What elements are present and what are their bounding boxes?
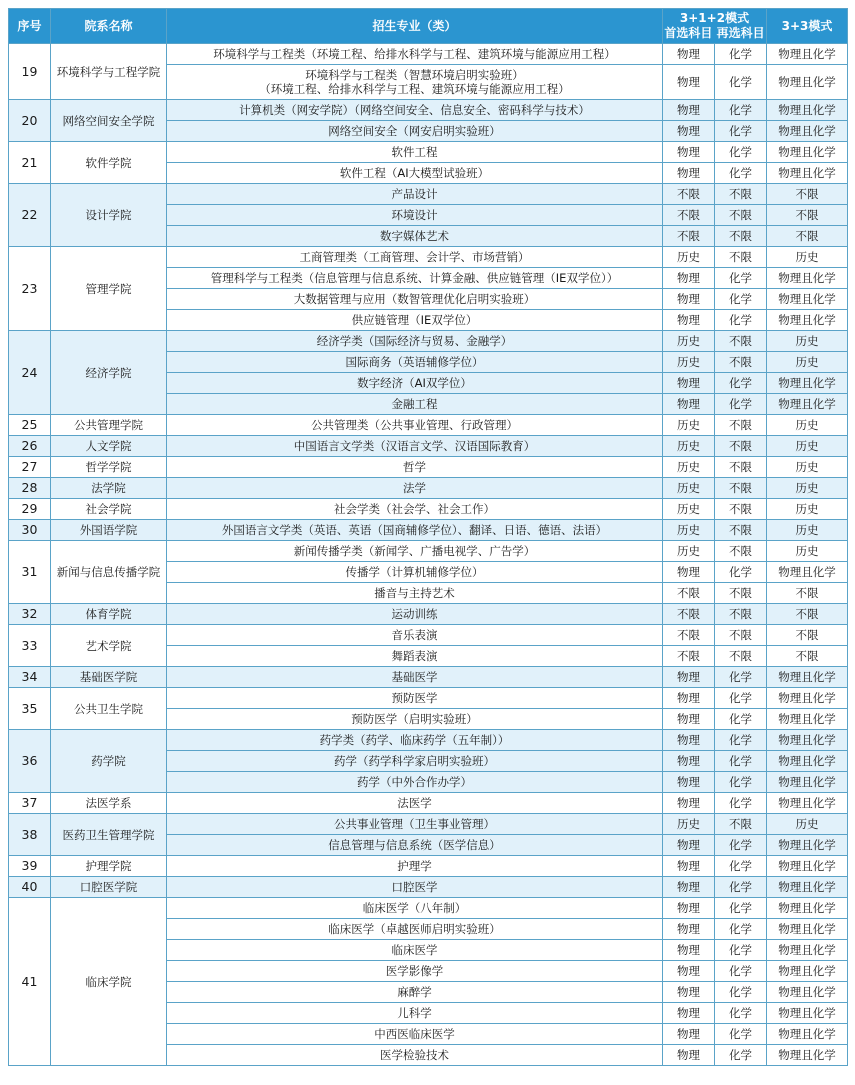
row-number: 36 (9, 730, 51, 793)
second-subject: 化学 (715, 898, 767, 919)
first-subject: 历史 (663, 457, 715, 478)
second-subject: 不限 (715, 478, 767, 499)
header-subjects (663, 26, 766, 41)
major-name: 传播学（计算机辅修学位） (167, 562, 663, 583)
first-subject: 物理 (663, 1024, 715, 1045)
table-row (9, 184, 848, 205)
table-row (9, 856, 848, 877)
major-name: 社会学类（社会学、社会工作） (167, 499, 663, 520)
mode-33-subject: 不限 (767, 583, 848, 604)
major-name: 管理科学与工程类（信息管理与信息系统、计算金融、供应链管理（IE双学位）） (167, 268, 663, 289)
major-name: 经济学类（国际经济与贸易、金融学） (167, 331, 663, 352)
first-subject: 物理 (663, 100, 715, 121)
first-subject: 不限 (663, 604, 715, 625)
school-name: 护理学院 (51, 856, 167, 877)
major-name: 药学类（药学、临床药学（五年制）） (167, 730, 663, 751)
row-number: 38 (9, 814, 51, 856)
first-subject: 不限 (663, 226, 715, 247)
first-subject: 物理 (663, 373, 715, 394)
table-row (9, 898, 848, 919)
first-subject: 不限 (663, 583, 715, 604)
table-row (9, 625, 848, 646)
school-name: 法学院 (51, 478, 167, 499)
row-number: 27 (9, 457, 51, 478)
mode-33-subject: 物理且化学 (767, 1003, 848, 1024)
mode-33-subject: 物理且化学 (767, 688, 848, 709)
second-subject: 不限 (715, 520, 767, 541)
first-subject: 物理 (663, 793, 715, 814)
mode-33-subject: 物理且化学 (767, 163, 848, 184)
header-num: 序号 (9, 9, 51, 44)
major-name: 环境设计 (167, 205, 663, 226)
second-subject: 化学 (715, 856, 767, 877)
second-subject: 化学 (715, 940, 767, 961)
table-row (9, 478, 848, 499)
major-name: 临床医学 (167, 940, 663, 961)
major-name (167, 65, 663, 100)
major-name: 麻醉学 (167, 982, 663, 1003)
first-subject: 历史 (663, 478, 715, 499)
mode-33-subject: 不限 (767, 184, 848, 205)
mode-33-subject: 不限 (767, 625, 848, 646)
school-name: 药学院 (51, 730, 167, 793)
first-subject: 历史 (663, 499, 715, 520)
table-row (9, 604, 848, 625)
row-number: 22 (9, 184, 51, 247)
second-subject: 化学 (715, 982, 767, 1003)
second-subject: 不限 (715, 226, 767, 247)
major-name: 护理学 (167, 856, 663, 877)
second-subject: 不限 (715, 352, 767, 373)
first-subject: 历史 (663, 520, 715, 541)
table-row (9, 100, 848, 121)
mode-33-subject: 物理且化学 (767, 65, 848, 100)
row-number: 35 (9, 688, 51, 730)
table-body (9, 44, 848, 1066)
major-name: 信息管理与信息系统（医学信息） (167, 835, 663, 856)
mode-33-subject: 历史 (767, 541, 848, 562)
first-subject: 物理 (663, 940, 715, 961)
school-name: 外国语学院 (51, 520, 167, 541)
first-subject: 物理 (663, 562, 715, 583)
mode-33-subject: 历史 (767, 436, 848, 457)
first-subject: 物理 (663, 751, 715, 772)
first-subject: 不限 (663, 625, 715, 646)
second-subject: 不限 (715, 205, 767, 226)
table-row (9, 688, 848, 709)
major-name: 大数据管理与应用（数智管理优化启明实验班） (167, 289, 663, 310)
major-name: 口腔医学 (167, 877, 663, 898)
second-subject: 不限 (715, 331, 767, 352)
school-name: 公共管理学院 (51, 415, 167, 436)
row-number: 39 (9, 856, 51, 877)
header-second-subject: 再选科目 (716, 26, 765, 40)
major-name: 外国语言文学类（英语、英语（国商辅修学位）、翻译、日语、德语、法语） (167, 520, 663, 541)
first-subject: 物理 (663, 121, 715, 142)
mode-33-subject: 历史 (767, 415, 848, 436)
mode-33-subject: 物理且化学 (767, 100, 848, 121)
second-subject: 化学 (715, 793, 767, 814)
second-subject: 化学 (715, 1024, 767, 1045)
first-subject: 物理 (663, 856, 715, 877)
first-subject: 历史 (663, 814, 715, 835)
mode-33-subject: 历史 (767, 499, 848, 520)
mode-33-subject: 物理且化学 (767, 1045, 848, 1066)
first-subject: 历史 (663, 331, 715, 352)
major-name: 环境科学与工程类（环境工程、给排水科学与工程、建筑环境与能源应用工程） (167, 44, 663, 65)
major-name: 播音与主持艺术 (167, 583, 663, 604)
first-subject: 物理 (663, 1045, 715, 1066)
major-name: 供应链管理（IE双学位） (167, 310, 663, 331)
mode-33-subject: 物理且化学 (767, 835, 848, 856)
mode-33-subject: 物理且化学 (767, 877, 848, 898)
first-subject: 历史 (663, 436, 715, 457)
mode-33-subject: 物理且化学 (767, 961, 848, 982)
second-subject: 化学 (715, 562, 767, 583)
second-subject: 化学 (715, 709, 767, 730)
school-name: 公共卫生学院 (51, 688, 167, 730)
second-subject: 不限 (715, 604, 767, 625)
table-row (9, 541, 848, 562)
school-name: 法医学系 (51, 793, 167, 814)
mode-33-subject: 物理且化学 (767, 1024, 848, 1045)
school-name: 社会学院 (51, 499, 167, 520)
table-row (9, 142, 848, 163)
school-name: 设计学院 (51, 184, 167, 247)
first-subject: 物理 (663, 919, 715, 940)
first-subject: 不限 (663, 646, 715, 667)
admission-table (8, 8, 848, 1066)
mode-33-subject: 物理且化学 (767, 898, 848, 919)
row-number: 24 (9, 331, 51, 415)
mode-33-subject: 不限 (767, 205, 848, 226)
second-subject: 不限 (715, 814, 767, 835)
second-subject: 化学 (715, 65, 767, 100)
major-name: 工商管理类（工商管理、会计学、市场营销） (167, 247, 663, 268)
first-subject: 物理 (663, 688, 715, 709)
row-number: 37 (9, 793, 51, 814)
first-subject: 物理 (663, 163, 715, 184)
major-name: 临床医学（八年制） (167, 898, 663, 919)
mode-33-subject: 物理且化学 (767, 310, 848, 331)
school-name: 临床学院 (51, 898, 167, 1066)
school-name: 基础医学院 (51, 667, 167, 688)
school-name: 管理学院 (51, 247, 167, 331)
table-row (9, 499, 848, 520)
major-name: 药学（药学科学家启明实验班） (167, 751, 663, 772)
header-major: 招生专业（类） (167, 9, 663, 44)
row-number: 41 (9, 898, 51, 1066)
admission-table-container (8, 8, 848, 1066)
first-subject: 物理 (663, 961, 715, 982)
major-name: 中西医临床医学 (167, 1024, 663, 1045)
table-header (9, 9, 848, 44)
table-row (9, 415, 848, 436)
second-subject: 化学 (715, 961, 767, 982)
mode-33-subject: 物理且化学 (767, 394, 848, 415)
major-name: 公共事业管理（卫生事业管理） (167, 814, 663, 835)
school-name: 经济学院 (51, 331, 167, 415)
major-name: 音乐表演 (167, 625, 663, 646)
major-name: 数字经济（AI双学位） (167, 373, 663, 394)
first-subject: 物理 (663, 142, 715, 163)
row-number: 33 (9, 625, 51, 667)
mode-33-subject: 物理且化学 (767, 793, 848, 814)
row-number: 40 (9, 877, 51, 898)
first-subject: 历史 (663, 352, 715, 373)
school-name: 人文学院 (51, 436, 167, 457)
school-name: 网络空间安全学院 (51, 100, 167, 142)
first-subject: 物理 (663, 877, 715, 898)
row-number: 21 (9, 142, 51, 184)
mode-33-subject: 历史 (767, 520, 848, 541)
second-subject: 化学 (715, 394, 767, 415)
second-subject: 化学 (715, 835, 767, 856)
major-name: 药学（中外合作办学） (167, 772, 663, 793)
mode-33-subject: 物理且化学 (767, 856, 848, 877)
first-subject: 物理 (663, 835, 715, 856)
major-name-line: （环境工程、给排水科学与工程、建筑环境与能源应用工程） (259, 82, 570, 96)
header-mode-33: 3+3模式 (767, 9, 848, 44)
major-name: 软件工程 (167, 142, 663, 163)
major-name-line: 环境科学与工程类（智慧环境启明实验班） (305, 68, 524, 82)
first-subject: 物理 (663, 709, 715, 730)
mode-33-subject: 不限 (767, 226, 848, 247)
school-name: 环境科学与工程学院 (51, 44, 167, 100)
major-name: 产品设计 (167, 184, 663, 205)
mode-33-subject: 历史 (767, 457, 848, 478)
first-subject: 物理 (663, 982, 715, 1003)
major-name: 法医学 (167, 793, 663, 814)
mode-33-subject: 历史 (767, 247, 848, 268)
mode-33-subject: 不限 (767, 604, 848, 625)
first-subject: 物理 (663, 289, 715, 310)
school-name: 口腔医学院 (51, 877, 167, 898)
table-row (9, 814, 848, 835)
second-subject: 化学 (715, 772, 767, 793)
second-subject: 不限 (715, 415, 767, 436)
major-name: 软件工程（AI大模型试验班） (167, 163, 663, 184)
mode-33-subject: 物理且化学 (767, 982, 848, 1003)
second-subject: 不限 (715, 583, 767, 604)
second-subject: 化学 (715, 667, 767, 688)
major-name: 医学检验技术 (167, 1045, 663, 1066)
second-subject: 不限 (715, 625, 767, 646)
school-name: 艺术学院 (51, 625, 167, 667)
mode-33-subject: 物理且化学 (767, 268, 848, 289)
second-subject: 化学 (715, 373, 767, 394)
table-row (9, 793, 848, 814)
first-subject: 物理 (663, 772, 715, 793)
second-subject: 化学 (715, 751, 767, 772)
school-name: 新闻与信息传播学院 (51, 541, 167, 604)
school-name: 医药卫生管理学院 (51, 814, 167, 856)
mode-33-subject: 物理且化学 (767, 562, 848, 583)
table-row (9, 457, 848, 478)
row-number: 29 (9, 499, 51, 520)
header-first-subject: 首选科目 (664, 26, 713, 40)
mode-33-subject: 物理且化学 (767, 142, 848, 163)
major-name: 基础医学 (167, 667, 663, 688)
second-subject: 化学 (715, 268, 767, 289)
major-name: 运动训练 (167, 604, 663, 625)
mode-33-subject: 物理且化学 (767, 730, 848, 751)
second-subject: 不限 (715, 247, 767, 268)
row-number: 32 (9, 604, 51, 625)
mode-33-subject: 历史 (767, 814, 848, 835)
first-subject: 不限 (663, 205, 715, 226)
second-subject: 化学 (715, 289, 767, 310)
major-name: 医学影像学 (167, 961, 663, 982)
mode-33-subject: 物理且化学 (767, 121, 848, 142)
mode-33-subject: 物理且化学 (767, 44, 848, 65)
row-number: 23 (9, 247, 51, 331)
school-name: 体育学院 (51, 604, 167, 625)
first-subject: 历史 (663, 247, 715, 268)
table-row (9, 247, 848, 268)
first-subject: 物理 (663, 667, 715, 688)
major-name: 临床医学（卓越医师启明实验班） (167, 919, 663, 940)
row-number: 19 (9, 44, 51, 100)
major-name: 哲学 (167, 457, 663, 478)
row-number: 25 (9, 415, 51, 436)
major-name: 中国语言文学类（汉语言文学、汉语国际教育） (167, 436, 663, 457)
mode-33-subject: 不限 (767, 646, 848, 667)
header-mode-312 (663, 9, 767, 44)
mode-33-subject: 物理且化学 (767, 940, 848, 961)
first-subject: 历史 (663, 541, 715, 562)
first-subject: 物理 (663, 394, 715, 415)
second-subject: 不限 (715, 541, 767, 562)
table-row (9, 667, 848, 688)
mode-33-subject: 物理且化学 (767, 772, 848, 793)
second-subject: 化学 (715, 1045, 767, 1066)
first-subject: 物理 (663, 44, 715, 65)
mode-33-subject: 历史 (767, 352, 848, 373)
table-row (9, 877, 848, 898)
major-name: 法学 (167, 478, 663, 499)
second-subject: 化学 (715, 730, 767, 751)
major-name: 金融工程 (167, 394, 663, 415)
mode-33-subject: 物理且化学 (767, 667, 848, 688)
second-subject: 化学 (715, 919, 767, 940)
major-name: 预防医学（启明实验班） (167, 709, 663, 730)
table-row (9, 331, 848, 352)
first-subject: 物理 (663, 268, 715, 289)
row-number: 31 (9, 541, 51, 604)
major-name: 国际商务（英语辅修学位） (167, 352, 663, 373)
major-name: 预防医学 (167, 688, 663, 709)
school-name: 软件学院 (51, 142, 167, 184)
table-row (9, 44, 848, 65)
second-subject: 化学 (715, 310, 767, 331)
mode-33-subject: 物理且化学 (767, 709, 848, 730)
major-name: 网络空间安全（网安启明实验班） (167, 121, 663, 142)
second-subject: 化学 (715, 100, 767, 121)
second-subject: 化学 (715, 44, 767, 65)
mode-33-subject: 物理且化学 (767, 289, 848, 310)
mode-33-subject: 物理且化学 (767, 373, 848, 394)
second-subject: 不限 (715, 457, 767, 478)
first-subject: 历史 (663, 415, 715, 436)
second-subject: 不限 (715, 436, 767, 457)
major-name: 新闻传播学类（新闻学、广播电视学、广告学） (167, 541, 663, 562)
row-number: 34 (9, 667, 51, 688)
row-number: 28 (9, 478, 51, 499)
second-subject: 化学 (715, 142, 767, 163)
row-number: 26 (9, 436, 51, 457)
major-name: 舞蹈表演 (167, 646, 663, 667)
second-subject: 化学 (715, 688, 767, 709)
mode-33-subject: 物理且化学 (767, 919, 848, 940)
first-subject: 物理 (663, 1003, 715, 1024)
second-subject: 化学 (715, 877, 767, 898)
first-subject: 物理 (663, 730, 715, 751)
second-subject: 化学 (715, 121, 767, 142)
second-subject: 不限 (715, 499, 767, 520)
first-subject: 不限 (663, 184, 715, 205)
header-school: 院系名称 (51, 9, 167, 44)
mode-33-subject: 历史 (767, 478, 848, 499)
second-subject: 不限 (715, 184, 767, 205)
header-mode-312-label: 3+1+2模式 (679, 11, 750, 25)
first-subject: 物理 (663, 898, 715, 919)
second-subject: 化学 (715, 163, 767, 184)
mode-33-subject: 历史 (767, 331, 848, 352)
row-number: 30 (9, 520, 51, 541)
school-name: 哲学学院 (51, 457, 167, 478)
mode-33-subject: 物理且化学 (767, 751, 848, 772)
second-subject: 不限 (715, 646, 767, 667)
second-subject: 化学 (715, 1003, 767, 1024)
major-name: 数字媒体艺术 (167, 226, 663, 247)
major-name: 儿科学 (167, 1003, 663, 1024)
major-name: 公共管理类（公共事业管理、行政管理） (167, 415, 663, 436)
first-subject: 物理 (663, 65, 715, 100)
major-name: 计算机类（网安学院）（网络空间安全、信息安全、密码科学与技术） (167, 100, 663, 121)
table-row (9, 520, 848, 541)
row-number: 20 (9, 100, 51, 142)
first-subject: 物理 (663, 310, 715, 331)
table-row (9, 730, 848, 751)
table-row (9, 436, 848, 457)
